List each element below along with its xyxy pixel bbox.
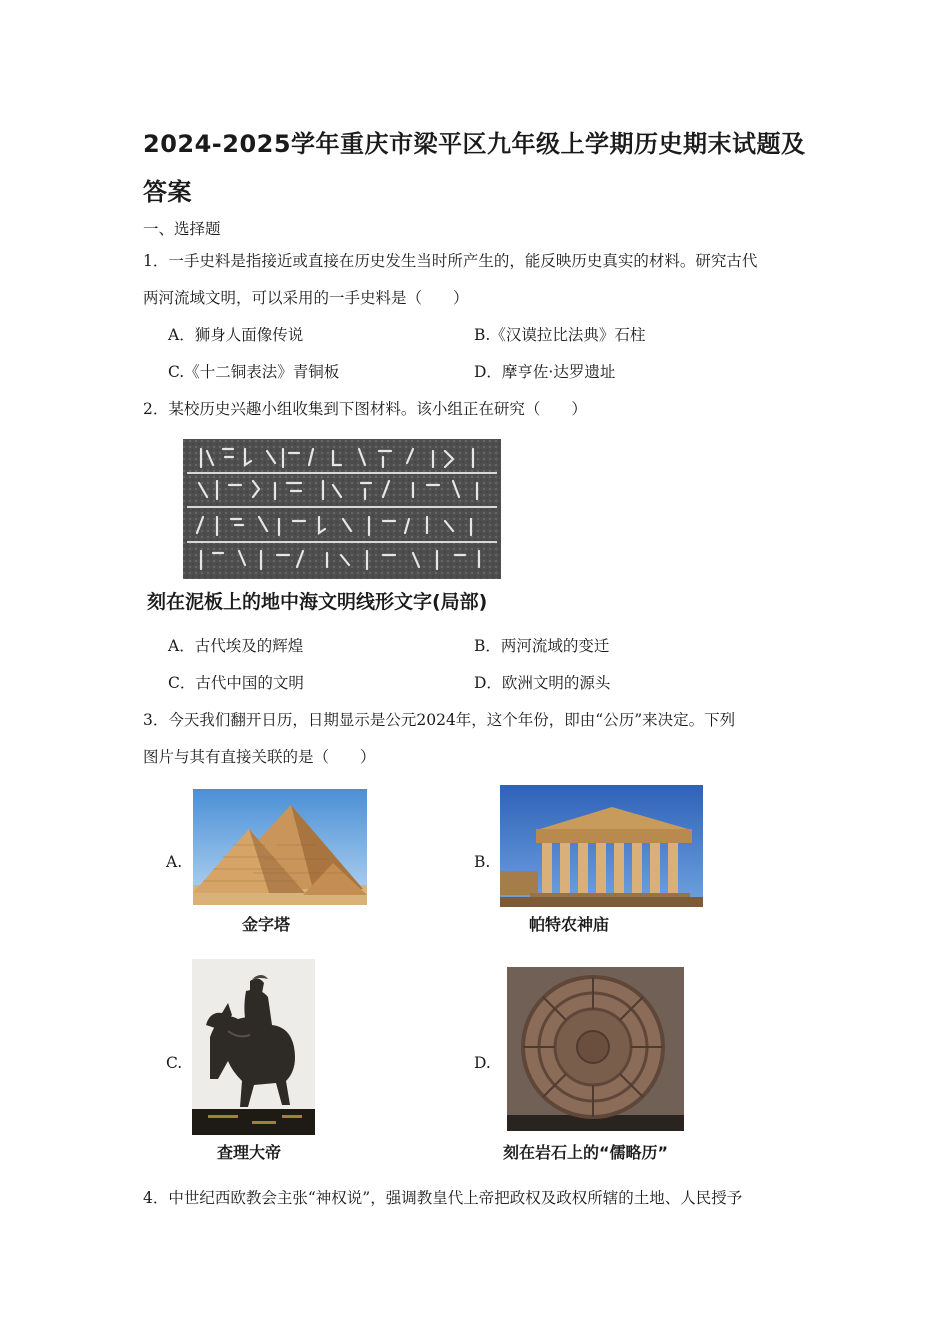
calendar-stone-caption: 刻在岩石上的“儒略历” [503,1143,669,1162]
page-title-line-2: 答案 [143,178,192,206]
clay-tablet-image [183,439,501,579]
q1-option-b: B.《汉谟拉比法典》石柱 [474,326,646,344]
parthenon-caption: 帕特农神庙 [529,915,610,934]
q3-option-c-letter: C. [166,1054,183,1072]
q1-option-a: A．狮身人面像传说 [168,326,304,344]
q1-stem-line-2: 两河流域文明，可以采用的一手史料是（ ） [143,289,469,307]
q1-stem-line-1: 1．一手史料是指接近或直接在历史发生当时所产生的，能反映历史真实的材料。研究古代 [143,252,758,270]
q3-option-a-letter: A. [166,853,183,871]
q2-option-c: C．古代中国的文明 [168,674,304,692]
calendar-stone-image [507,967,684,1131]
q1-option-d: D．摩亨佐·达罗遗址 [474,363,616,381]
q2-option-a: A．古代埃及的辉煌 [168,637,304,655]
charlemagne-caption: 查理大帝 [217,1143,282,1162]
pyramids-caption: 金字塔 [242,915,291,934]
q2-stem: 2．某校历史兴趣小组收集到下图材料。该小组正在研究（ ） [143,400,587,418]
q3-option-d-letter: D. [474,1054,491,1072]
page-title-line-1: 2024-2025学年重庆市梁平区九年级上学期历史期末试题及 [143,130,806,158]
q3-option-b-letter: B. [474,853,491,871]
q1-option-c: C.《十二铜表法》青铜板 [168,363,340,381]
q2-option-d: D．欧洲文明的源头 [474,674,611,692]
parthenon-image [500,785,703,907]
q4-stem-line-1: 4．中世纪西欧教会主张“神权说”，强调教皇代上帝把政权及政权所辖的土地、人民授予 [143,1189,743,1207]
q3-stem-line-1: 3．今天我们翻开日历，日期显示是公元2024年，这个年份，即由“公历”来决定。下列 [143,711,736,729]
charlemagne-statue-image [192,959,315,1135]
q2-option-b: B．两河流域的变迁 [474,637,610,655]
clay-tablet-caption: 刻在泥板上的地中海文明线形文字(局部) [147,591,488,613]
q3-stem-line-2: 图片与其有直接关联的是（ ） [143,748,376,766]
pyramids-image [193,789,367,905]
section-heading: 一、选择题 [143,220,221,238]
